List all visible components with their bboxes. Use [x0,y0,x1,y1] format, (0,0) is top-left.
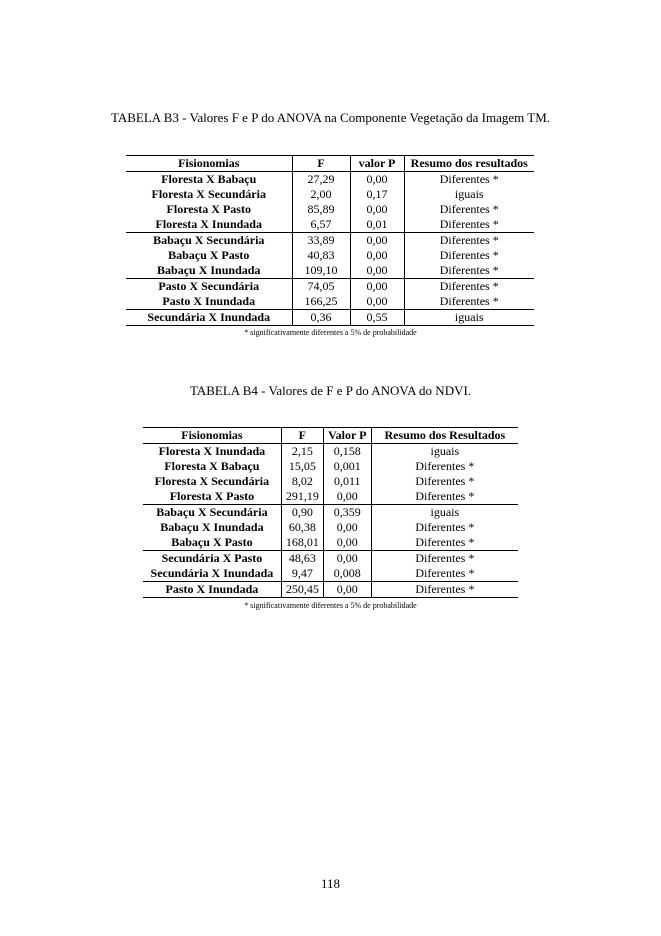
cell-f: 40,83 [292,248,350,263]
cell-resumo: Diferentes * [404,172,534,188]
cell-p: 0,00 [350,172,404,188]
cell-fisionomia: Secundária X Inundada [150,566,274,580]
cell-resumo: Diferentes * [404,233,534,249]
table-row [143,582,518,598]
cell-p: 0,00 [350,294,404,310]
table-row [126,217,534,233]
table-row [143,489,518,505]
cell-p: 0,01 [350,217,404,233]
cell-fisionomia: Floresta X Inundada [155,217,262,231]
cell-f: 166,25 [292,294,350,310]
column-header-resumo: Resumo dos resultados [404,156,534,172]
cell-p: 0,008 [323,566,371,582]
cell-f: 168,01 [281,535,323,551]
table-row [143,535,518,551]
cell-p: 0,00 [323,551,371,567]
table-row [126,202,534,217]
cell-p: 0,00 [323,582,371,598]
table-row [143,551,518,567]
cell-f: 9,47 [281,566,323,582]
table-b4-footnote: * significativamente diferentes a 5% de probabilidade [244,601,417,610]
cell-fisionomia: Pasto X Secundária [126,279,292,295]
cell-f: 74,05 [292,279,350,295]
cell-f: 48,63 [281,551,323,567]
table-row [143,444,518,460]
table-row [126,294,534,310]
cell-fisionomia: Babaçu X Pasto [168,248,250,262]
cell-resumo: Diferentes * [371,582,518,598]
table-b4-caption: TABELA B4 - Valores de F e P do ANOVA do NDVI. [189,383,472,398]
cell-resumo: Diferentes * [371,459,518,474]
cell-f: 291,19 [281,489,323,505]
cell-fisionomia: Babaçu X Inundada [160,520,264,534]
cell-resumo: Diferentes * [404,294,534,310]
cell-p: 0,359 [323,505,371,521]
cell-fisionomia: Pasto X Inundada [162,294,256,308]
cell-resumo: Diferentes * [371,520,518,535]
cell-resumo: Diferentes * [404,263,534,279]
cell-resumo: Diferentes * [371,535,518,551]
table-row [126,248,534,263]
cell-fisionomia: Floresta X Babaçu [161,172,257,186]
cell-f: 0,90 [281,505,323,521]
cell-f: 60,38 [281,520,323,535]
table-row [126,233,534,249]
table-b3 [126,155,534,326]
column-header-resumo: Resumo dos Resultados [371,428,518,444]
cell-p: 0,00 [323,520,371,535]
cell-p: 0,17 [350,187,404,202]
cell-fisionomia: Babaçu X Inundada [157,263,261,277]
column-header-valor-p: valor P [350,156,404,172]
cell-fisionomia: Floresta X Secundária [151,187,266,201]
cell-f: 6,57 [292,217,350,233]
cell-f: 2,00 [292,187,350,202]
table-row [143,474,518,489]
cell-resumo: Diferentes * [404,279,534,295]
column-header-valor-p: Valor P [323,428,371,444]
column-header-fisionomias: Fisionomias [143,428,281,444]
cell-resumo: Diferentes * [404,248,534,263]
page-number: 118 [320,876,341,891]
cell-resumo: Diferentes * [371,551,518,567]
table-row [126,279,534,295]
cell-p: 0,00 [350,233,404,249]
cell-p: 0,55 [350,310,404,326]
table-row [143,459,518,474]
cell-fisionomia: Pasto X Inundada [143,582,281,598]
cell-resumo: Diferentes * [404,217,534,233]
cell-fisionomia: Babaçu X Secundária [143,505,281,521]
table-row [126,172,534,188]
cell-resumo: iguais [371,505,518,521]
cell-p: 0,00 [323,535,371,551]
cell-p: 0,00 [350,202,404,217]
cell-f: 15,05 [281,459,323,474]
cell-f: 33,89 [292,233,350,249]
table-b4 [143,427,518,598]
column-header-f: F [292,156,350,172]
column-header-f: F [281,428,323,444]
cell-f: 109,10 [292,263,350,279]
table-row [126,263,534,279]
table-row [143,505,518,521]
cell-fisionomia: Secundária X Inundada [126,310,292,326]
cell-resumo: Diferentes * [371,474,518,489]
cell-p: 0,00 [350,263,404,279]
cell-fisionomia: Babaçu X Pasto [171,535,253,549]
table-header-row [126,156,534,172]
cell-f: 27,29 [292,172,350,188]
table-row [143,520,518,535]
table-b3-caption: TABELA B3 - Valores F e P do ANOVA na Componente Vegetação da Imagem TM. [110,110,551,125]
table-header-row [143,428,518,444]
cell-p: 0,00 [350,248,404,263]
table-row [143,566,518,582]
table-row [126,187,534,202]
cell-fisionomia: Floresta X Secundária [154,474,270,488]
cell-resumo: Diferentes * [371,489,518,505]
cell-resumo: iguais [404,310,534,326]
column-header-fisionomias: Fisionomias [126,156,292,172]
cell-p: 0,00 [323,489,371,505]
cell-fisionomia: Floresta X Pasto [166,202,251,216]
cell-resumo: iguais [404,187,534,202]
cell-fisionomia: Babaçu X Secundária [126,233,292,249]
cell-f: 250,45 [281,582,323,598]
cell-fisionomia: Secundária X Pasto [143,551,281,567]
cell-p: 0,00 [350,279,404,295]
table-row [126,310,534,326]
cell-p: 0,011 [323,474,371,489]
cell-resumo: Diferentes * [371,566,518,582]
cell-f: 2,15 [281,444,323,460]
cell-fisionomia: Floresta X Inundada [158,444,266,458]
cell-p: 0,158 [323,444,371,460]
cell-f: 8,02 [281,474,323,489]
cell-p: 0,001 [323,459,371,474]
cell-fisionomia: Floresta X Babaçu [164,459,260,473]
cell-resumo: Diferentes * [404,202,534,217]
cell-f: 85,89 [292,202,350,217]
cell-resumo: iguais [371,444,518,460]
table-b3-footnote: * significativamente diferentes a 5% de probabilidade [244,328,417,337]
cell-f: 0,36 [292,310,350,326]
cell-fisionomia: Floresta X Pasto [169,489,255,503]
